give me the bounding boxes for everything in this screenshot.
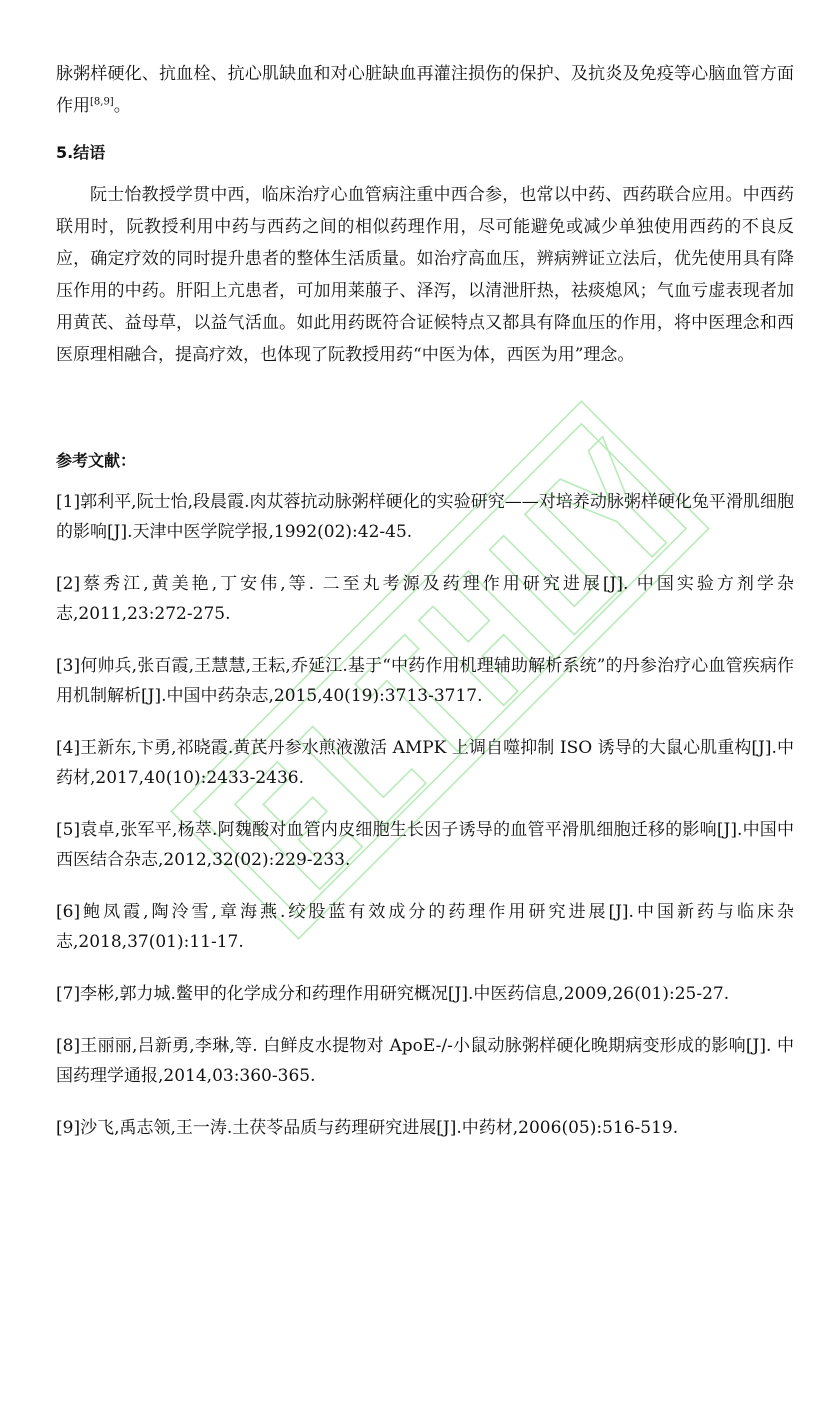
reference-item-3: [3]何帅兵,张百霞,王慧慧,王耘,乔延江.基于“中药作用机理辅助解析系统”的丹参治疗心血管疾病作用机制解析[J].中国中药杂志,2015,40(19):3713-3717. <box>56 656 794 706</box>
citation-marker: [8,9] <box>90 96 114 108</box>
conclusion-heading: 5.结语 <box>56 143 106 162</box>
reference-item-5: [5]袁卓,张军平,杨萃.阿魏酸对血管内皮细胞生长因子诱导的血管平滑肌细胞迁移的影响[J].中国中西医结合杂志,2012,32(02):229-233. <box>56 820 794 870</box>
reference-item-9: [9]沙飞,禹志领,王一涛.土茯苓品质与药理研究进展[J].中药材,2006(05):516-519. <box>56 1118 679 1138</box>
reference-item-4: [4]王新东,卞勇,祁晓霞.黄芪丹参水煎液激活 AMPK 上调自噬抑制 ISO 诱导的大鼠心肌重构[J].中药材,2017,40(10):2433-2436. <box>56 738 794 788</box>
conclusion-paragraph: 阮士怡教授学贯中西，临床治疗心血管病注重中西合参，也常以中药、西药联合应用。中西药联用时，阮教授利用中药与西药之间的相似药理作用，尽可能避免或减少单独使用西药的不良反应，确定疗效的同时提升患者的整体生活质量。如治疗高血压，辨病辨证立法后，优先使用具有降压作用的中药。肝阳上亢患者，可加用莱菔子、泽泻，以清泄肝热，祛痰熄风；气血亏虚表现者加用黄芪、益母草，以益气活血。如此用药既符合证候特点又都具有降血压的作用，将中医理念和西医原理相融合，提高疗效，也体现了阮教授用药“中医为体，西医为用”理念。 <box>56 185 794 365</box>
intro-paragraph: 脉粥样硬化、抗血栓、抗心肌缺血和对心脏缺血再灌注损伤的保护、及抗炎及免疫等心脑血管方面作用[8,9]。 <box>56 64 794 116</box>
reference-item-2: [2]蔡秀江,黄美艳,丁安伟,等. 二至丸考源及药理作用研究进展[J]. 中国实验方剂学杂志,2011,23:272-275. <box>56 574 794 624</box>
references-heading: 参考文献： <box>56 451 137 470</box>
document-page <box>56 58 794 1143</box>
reference-item-7: [7]李彬,郭力城.鳖甲的化学成分和药理作用研究概况[J].中医药信息,2009,26(01):25-27. <box>56 984 730 1004</box>
reference-item-8: [8]王丽丽,吕新勇,李琳,等. 白鲜皮水提物对 ApoE-/-小鼠动脉粥样硬化晚期病变形成的影响[J]. 中国药理学通报,2014,03:360-365. <box>56 1036 794 1086</box>
reference-list <box>56 487 794 1143</box>
reference-item-1: [1]郭利平,阮士怡,段晨霞.肉苁蓉抗动脉粥样硬化的实验研究——对培养动脉粥样硬化兔平滑肌细胞的影响[J].天津中医学院学报,1992(02):42-45. <box>56 492 794 542</box>
reference-item-6: [6]鲍凤霞,陶泠雪,章海燕.绞股蓝有效成分的药理作用研究进展[J].中国新药与临床杂志,2018,37(01):11-17. <box>56 902 794 952</box>
